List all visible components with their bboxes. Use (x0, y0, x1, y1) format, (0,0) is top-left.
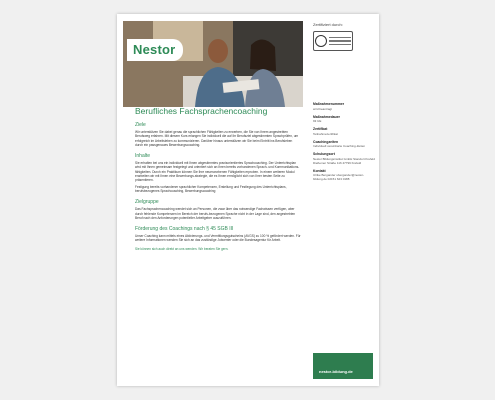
info-label: Schulungsort (313, 152, 335, 156)
section-paragraph: Festigung bereits vorhandener sprachlicher Kompetenzen, Erstellung und Festlegung des Unterrichtsplans, berufsbezogenes Sprachcoaching, Bewerbungscoaching (135, 184, 287, 193)
section-heading: Förderung des Coachings nach § 45 SGB III (135, 226, 234, 233)
info-block (313, 102, 375, 111)
info-label: Coachingzeiten (313, 139, 339, 144)
section-paragraph: Wir unterstützen Sie dabei genau die sprachlichen Fähigkeiten zu erwerben, die Sie von Ihrem angestrebten Berufsweg erfahren. Mit diesem Kurs erlangen Sie individuell die auf Ihr Berufsziel abgestimmten Sprachprüfen, um erfolgreich im Arbeitsleben zu kommunizieren. Darüber hinaus unterstützen wir Sie beim Eintritt ins Berufsleben durch ein passgenaues Bewerbungscoaching. (135, 130, 299, 147)
info-value: Ulrike Bergander ubergander@nestor-bildung.de 02151 623 0188 (313, 173, 365, 181)
seal-circle-icon (315, 35, 327, 47)
info-label: Maßnahmedauer (313, 114, 340, 119)
certification-block (313, 22, 375, 51)
section-heading: Ziele (135, 122, 146, 128)
sidebar-info (313, 102, 375, 185)
info-value: wird beantragt (313, 106, 333, 111)
info-value: Teilnahmezertifikat (313, 131, 338, 136)
main-content (135, 106, 301, 253)
certification-seal (313, 31, 353, 51)
info-block (313, 169, 375, 182)
section-heading: Inhalte (135, 153, 151, 160)
info-label: Maßnahmenummer (313, 102, 345, 106)
section-paragraph: Sie erhalten bei uns ein individuell mit Ihnen abgestimmtes praxisorientiertes Sprachcoaching. Der Unterrichtsplan wird mit Ihnen gemeinsam festgelegt und orientiert sich an Ihren bereits vorhandenen Sprach- und Kommunikations-fähigkeiten. Durch ein Praktikum können Sie Ihre neuerworbenen Fähigkeiten erproben. In einem weiteren Modul erarbeiten wir mit Ihnen eine Bewerbungs-strategie, die es Ihnen ermöglicht sich von Ihrer besten Seite zu präsentieren. (135, 161, 300, 183)
hero-photo-illustration (123, 21, 303, 107)
section-paragraph: Das Fachsprachencoaching wendet sich an Personen, die zwar über das notwendige Fachwissen verfügen, aber durch fehlende Kompetenzen im Bereich der berufs-bezogenen Sprache nicht in der Lage sind, den angestrebten Beruf nach den Anforderungen potentieller Arbeitgeber auszuführen. (135, 207, 296, 220)
info-value: Individuell vereinbarte Coaching-Zeiten (313, 144, 366, 148)
footer-website[interactable]: nestor-bildung.de (319, 369, 353, 374)
info-value: Nestor Bildungsinstitut GmbH Standort Krefeld Dießemer Straße 116 47799 Krefeld (313, 156, 375, 165)
logo-text: Nestor (133, 42, 176, 57)
info-value: 93 UE (313, 119, 322, 123)
section-heading: Zielgruppe (135, 199, 159, 206)
info-block (313, 140, 375, 149)
certification-label: Zertifiziert durch: (313, 22, 343, 27)
brochure-page (117, 14, 379, 386)
info-label: Zertifikat (313, 127, 328, 131)
brand-logo (127, 39, 183, 61)
closing-note: Sie können sich auch direkt an uns wenden. Wir beraten Sie gern. (135, 246, 229, 251)
footer-brand-bar (313, 353, 373, 379)
info-label: Kontakt (313, 168, 326, 173)
info-block (313, 127, 375, 136)
info-block (313, 152, 375, 165)
page-title: Berufliches Fachsprachencoaching (135, 106, 268, 116)
section-paragraph: Unser Coaching kann mittels eines Aktivierungs- und Vermittlungsgutscheins (AVGS) zu 100 % gefördert werden. Für weitere Informationen wenden Sie sich an das zuständige Jobcenter oder die Bundesagentur für Arbeit. (135, 234, 301, 243)
hero-photo (123, 21, 303, 107)
info-block (313, 115, 375, 124)
